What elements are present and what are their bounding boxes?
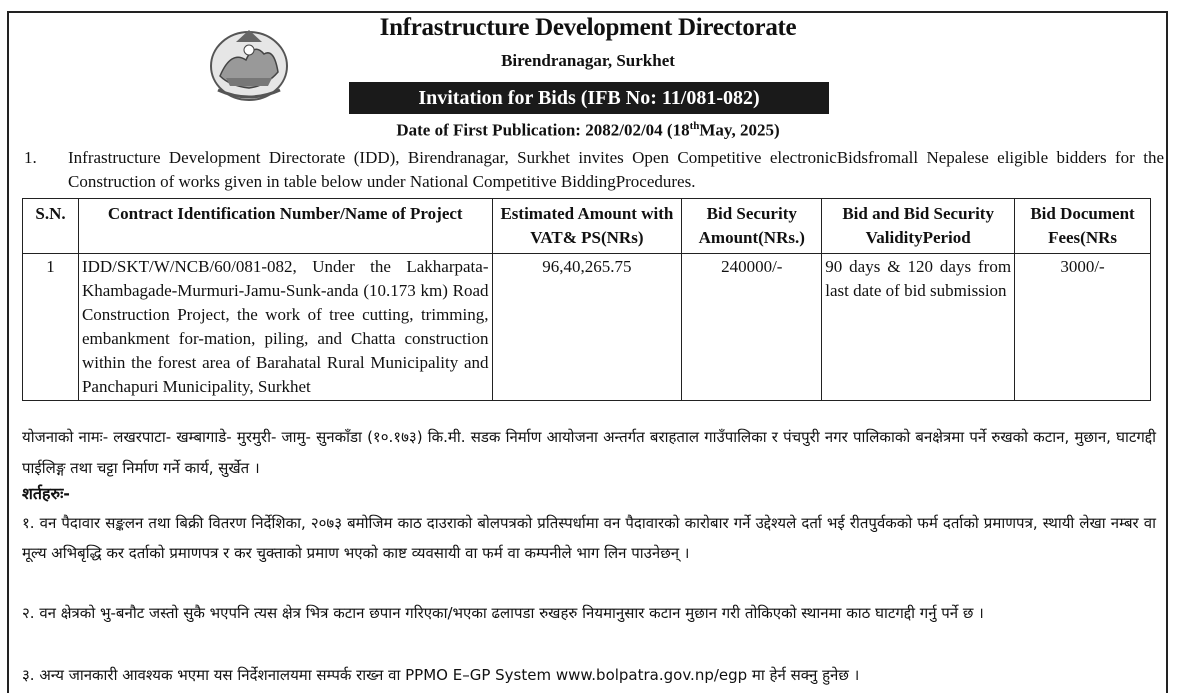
cell-estimate: 96,40,265.75 <box>492 254 682 401</box>
intro-text: Infrastructure Development Directorate (IDD), Birendranagar, Surkhet invites Open Competitive electronicBidsfromall Nepalese eligible bidders for the Construction of works given in table below under National Competitive BiddingProcedures. <box>68 148 1164 191</box>
table-header-row <box>23 199 1151 254</box>
cell-fees: 3000/- <box>1015 254 1151 401</box>
cell-sn: 1 <box>23 254 79 401</box>
terms-heading: शर्तहरुः- <box>22 484 70 503</box>
header-security: Bid Security Amount(NRs.) <box>682 199 822 254</box>
header-project: Contract Identification Number/Name of Project <box>78 199 492 254</box>
intro-number: 1. <box>24 148 37 167</box>
page-title: Infrastructure Development Directorate <box>379 14 797 41</box>
ifb-banner: Invitation for Bids (IFB No: 11/081-082) <box>349 82 829 114</box>
publication-date: Date of First Publication: 2082/02/04 (18thMay, 2025) <box>396 120 780 140</box>
header-fees: Bid Document Fees(NRs <box>1015 199 1151 254</box>
cell-security: 240000/- <box>682 254 822 401</box>
cell-validity: 90 days & 120 days from last date of bid submission <box>822 254 1015 401</box>
term-3: ३. अन्य जानकारी आवश्यक भएमा यस निर्देशनालयमा सम्पर्क राख्न वा PPMO E–GP System www.bolpatra.gov.np/egp मा हेर्न सक्नु हुनेछ । <box>22 666 860 684</box>
header-estimate: Estimated Amount with VAT& PS(NRs) <box>492 199 682 254</box>
nepali-project-name: योजनाको नामः- लखरपाटा- खम्बागाडे- मुरमुरी- जामु- सुनकाँडा (१०.१७३) कि.मी. सडक निर्माण आयोजना अन्तर्गत बराहताल गाउँपालिका र पंचपुरी नगर पालिकाको बनक्षेत्रमा पर्ने रुखको कटान, मुछान, घाटगद्दी पाईलिङ्ग तथा चट्टा निर्माण गर्ने कार्य, सुर्खेत । <box>22 428 1156 477</box>
header-sn: S.N. <box>23 199 79 254</box>
intro-paragraph <box>24 146 1164 194</box>
bid-table <box>22 198 1151 401</box>
cell-project: IDD/SKT/W/NCB/60/081-082, Under the Lakharpata-Khambagade-Murmuri-Jamu-Sunk-anda (10.173 km) Road Construction Project, the work of tree cutting, trimming, embankment for-mation, piling, and Chatta construction within the forest area of Barahatal Rural Municipality and Panchapuri Municipality, Surkhet <box>78 254 492 401</box>
term-1: १. वन पैदावार सङ्कलन तथा बिक्री वितरण निर्देशिका, २०७३ बमोजिम काठ दाउराको बोलपत्रको प्रतिस्पर्धामा वन पैदावारको कारोबार गर्ने उद्देश्यले दर्ता भई रीतपुर्वकको फर्म दर्ताको प्रमाणपत्र, स्थायी लेखा नम्बर वा मूल्य अभिबृद्धि कर दर्ताको प्रमाणपत्र र कर चुक्ताको प्रमाण भएको काष्ट व्यवसायी वा फर्म वा कम्पनीले भाग लिन पाउनेछन् । <box>22 514 1156 562</box>
page-subtitle: Birendranagar, Surkhet <box>501 51 675 70</box>
table-row <box>23 254 1151 401</box>
header-validity: Bid and Bid Security ValidityPeriod <box>822 199 1015 254</box>
term-2: २. वन क्षेत्रको भु-बनौट जस्तो सुकै भएपनि त्यस क्षेत्र भित्र कटान छपान गरिएका/भएका ढलापडा रुखहरु नियमानुसार कटान मुछान गरी तोकिएको स्थानमा काठ घाटगद्दी गर्नु पर्ने छ । <box>22 604 984 622</box>
